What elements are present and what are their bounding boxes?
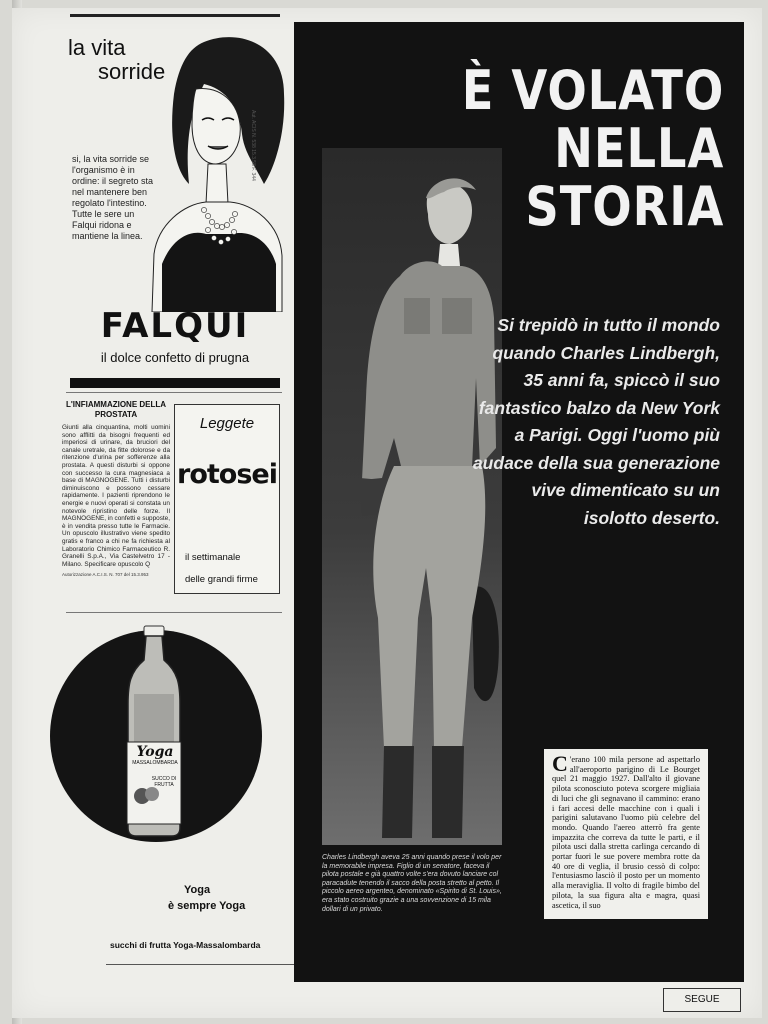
yoga-label-type: SUCCO DI FRUTTA — [151, 776, 177, 788]
rotosei-lead: Leggete — [199, 415, 255, 432]
photo-caption: Charles Lindbergh aveva 25 anni quando prese il volo per la memorabile impresa. Figlio di un senatore, faceva il pilota postale e già quattro volte s'era dovuto lanciare col paracadute tenendo il sacco della posta stretto al petto. Il piccolo aereo argenteo, denominato «Spirito di St. Louis», era stato costruito grazie a una sovvenzione di 15 mila dollari di un privato. — [322, 854, 502, 913]
magnogene-ad — [62, 400, 170, 600]
falqui-side-code: Aut. ACIS N. 538 15.3.58 F. 344 — [250, 110, 256, 181]
continue-label: SEGUE — [663, 988, 741, 1012]
woman-illustration — [144, 34, 290, 312]
yoga-footer: succhi di frutta Yoga-Massalombarda — [110, 940, 261, 950]
rotosei-ad — [174, 404, 280, 594]
rotosei-tagline-line-1: il settimanale — [185, 552, 241, 563]
falqui-ad — [62, 14, 290, 384]
falqui-brand: FALQUI — [100, 306, 250, 346]
falqui-headline-line-1: la vita — [68, 35, 126, 60]
article-title-line-1: È VOLATO — [461, 59, 724, 122]
article-title-line-3: STORIA — [525, 175, 724, 238]
rotosei-tagline-line-2: delle grandi firme — [185, 574, 258, 585]
yoga-bottle-label — [127, 744, 183, 788]
yoga-label-brand: Yoga — [136, 744, 174, 760]
yoga-slogan-line-2: è sempre Yoga — [168, 900, 246, 912]
article-title-line-2: NELLA — [553, 117, 724, 180]
yoga-slogan-line-1: Yoga — [184, 884, 211, 896]
falqui-headline-line-2: sorride — [98, 59, 166, 84]
magnogene-authorization: Autorizzazione A.C.I.S. N. 707 del 15.3.953 — [62, 572, 149, 578]
magnogene-body: Giunti alla cinquantina, molti uomini sono afflitti da bisogni frequenti ed imperiosi di urinare, da bruciori del canale uretrale, da fitte dolorose e da ritenzione d'urina per sofferenze alla prostata. A questi disturbi si oppone con successo la cura magnesiaca a base di MAGNOGENE. Tutti i disturbi diminuiscono e possono cessare rapidamente. I pazienti riprendono le energie e nuovi operati si constata un notevole ripristino delle forze. Il MAGNOGENE, in confetti e supposte, è in vendita presso tutte le Farmacie. Un opuscolo illustrativo viene spedito gratis e franco a chi ne fa richiesta al Laboratorio Chimico Farmaceutico R. Granelli S.p.A., Via Castelvetro 17 - Milano. Specificare opuscolo Q — [62, 424, 170, 568]
magnogene-title: L'INFIAMMAZIONE DELLA PROSTATA — [65, 400, 167, 419]
rotosei-tagline — [185, 547, 258, 591]
article-text-box — [544, 749, 708, 919]
feature-article — [294, 22, 744, 982]
ad-divider — [66, 392, 282, 393]
article-box-text: 'erano 100 mila persone ad aspettarlo all'aeroporto parigino di Le Bourget quel 21 maggio 1927. Dall'alto il giovane pilota sconosciuto poteva scorgere migliaia di luci che gli segnavano il cammino: erano i fari accesi delle macchine con i quali i parigini salutavano l'uomo più celebre del mondo. Quando l'aereo atterrò fra gente impazzita che correva da tutte le parti, e il pilota usci dalla stretta carlinga cercando di portar fuori le sue povere membra rotte da 40 ore di veglia, il brusio cessò di colpo: l'entusiasmo lasciò il posto per un momento alla meraviglia. Il volto di fragile bimbo del pilota, la sua figura alta e magra, quasi ascetica, il suo — [552, 755, 700, 910]
falqui-body-text: si, la vita sorride se l'organismo è in ordine: il segreto sta nel mantenere ben regolato l'intestino. Tutte le sere un Falqui ridona e mantiene la linea. — [72, 154, 154, 241]
falqui-tagline: il dolce confetto di prugna — [100, 350, 250, 365]
article-subhead: Si trepidò in tutto il mondo quando Charles Lindbergh, 35 anni fa, spiccò il suo fantastico balzo da New York a Parigi. Oggi l'uomo più audace della sua generazione vive dimenticato su un isolotto deserto. — [472, 315, 720, 528]
falqui-top-rule — [70, 14, 280, 17]
yoga-bottle-illustration — [122, 624, 186, 838]
yoga-ad — [50, 624, 290, 974]
ad-divider — [66, 612, 282, 613]
falqui-bottom-bar — [70, 378, 280, 388]
article-dropcap: C — [552, 751, 568, 776]
rotosei-name: rotosei — [177, 459, 277, 490]
yoga-label-place: MASSALOMBARDA — [132, 760, 178, 766]
